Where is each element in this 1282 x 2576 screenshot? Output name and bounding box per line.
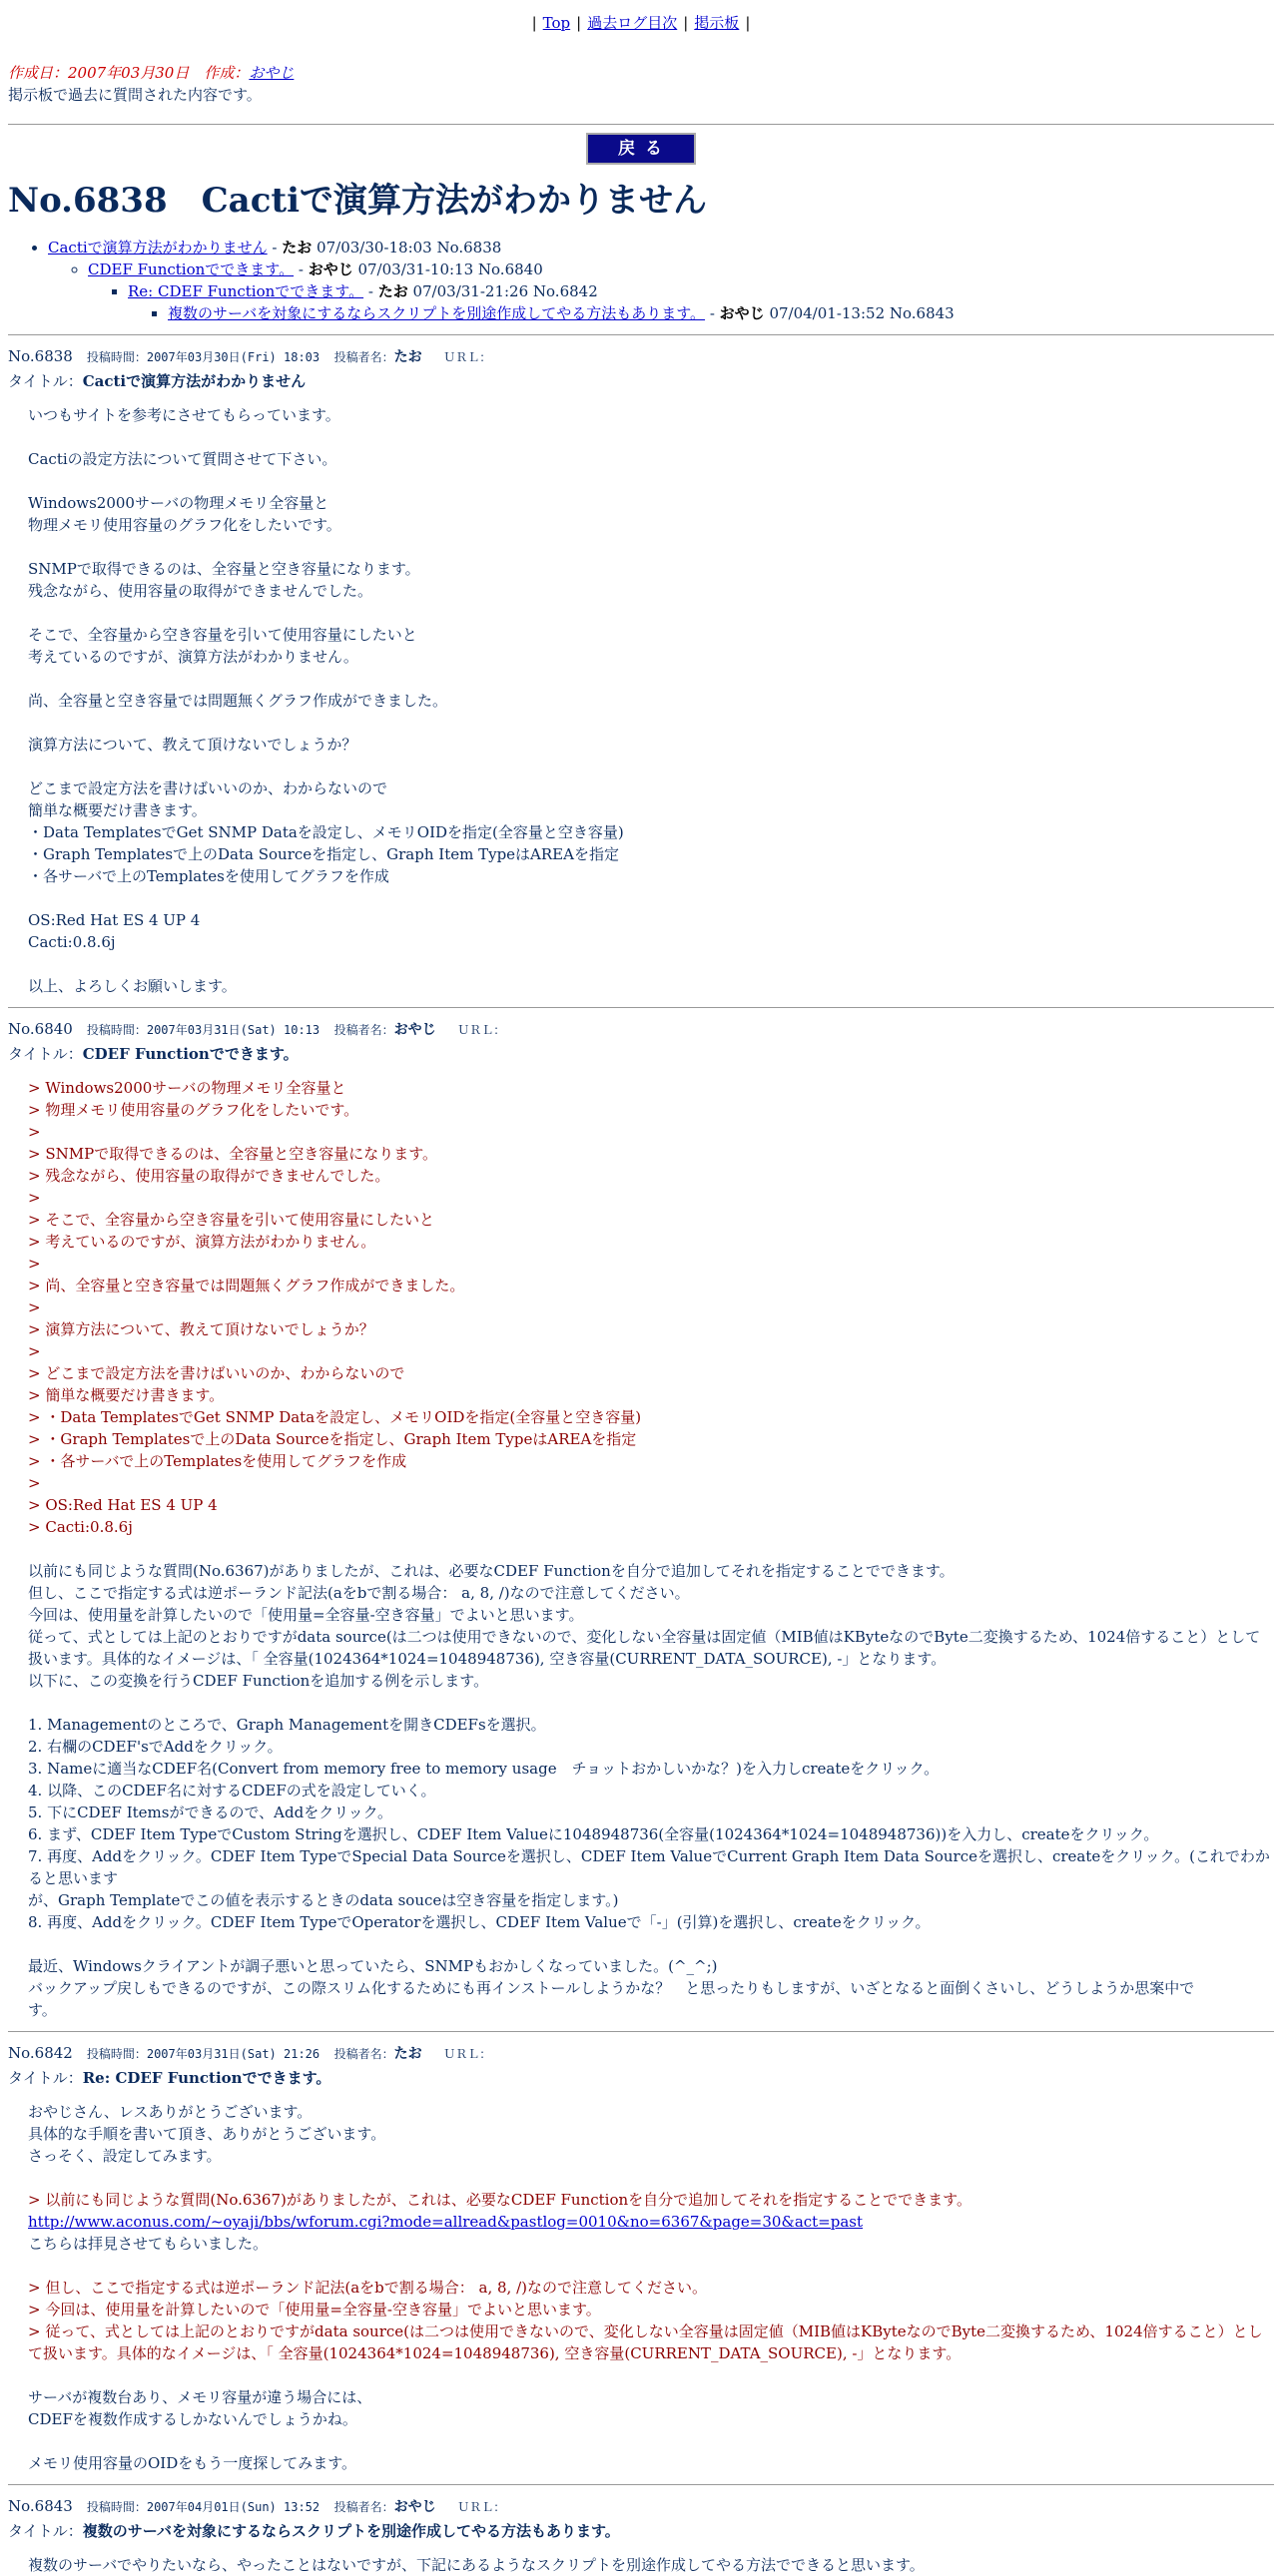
quoted-line: て扱います。具体的なイメージは、「 全容量(1024364*1024=1048948736), 空き容量(CURRENT_DATA_SOURCE), -」となります。 bbox=[28, 2344, 962, 2362]
body-line bbox=[28, 602, 1274, 624]
body-line: バックアップ戻しもできるのですが、この際スリム化するためにも再インストールしようかな？ と思ったりもしますが、いざとなると面倒くさいし、どうしようか思案中で bbox=[28, 1979, 1195, 1997]
body-line bbox=[28, 2364, 1274, 2386]
thread-tree-item: • Cactiで演算方法がわかりません - たお 07/03/30-18:03 No.6838 ◦ CDEF Functionでできます。 - おやじ 07/03/31-10:13 No.6840 ▪ Re: CDEF Functionでできます。 - たお 07/03/31-21:26 No.6842 ▪ 複数のサーバを対象にするならスクリプトを別途作成してやる方法もあります。 - おやじ 07/04/01-13:52 No.6843 bbox=[48, 237, 1274, 324]
post-body bbox=[8, 2101, 1274, 2474]
post-time: 2007年03月31日(Sat) 21:26 bbox=[146, 2047, 320, 2061]
post-title bbox=[8, 2067, 1274, 2089]
post-title bbox=[8, 370, 1274, 392]
body-line: 考えているのですが、演算方法がわかりません。 bbox=[28, 648, 358, 666]
post-time-label: 投稿時間： bbox=[86, 2047, 147, 2061]
thread-info: 07/04/01-13:52 No.6843 bbox=[764, 304, 955, 322]
body-line: 2. 右欄のCDEF'sでAddをクリック。 bbox=[28, 1738, 283, 1756]
post-time-label: 投稿時間： bbox=[86, 350, 147, 364]
body-line: 残念ながら、使用容量の取得ができませんでした。 bbox=[28, 582, 373, 600]
body-line: 6. まず、CDEF Item TypeでCustom Stringを選択し、CDEF Item Valueに1048948736(全容量(1024364*1024=1048948736))を入力し、createをクリック。 bbox=[28, 1825, 1159, 1843]
body-line: 以下に、この変換を行うCDEF Functionを追加する例を示します。 bbox=[28, 1672, 489, 1690]
thread-link[interactable]: 複数のサーバを対象にするならスクリプトを別途作成してやる方法もあります。 bbox=[168, 304, 706, 322]
thread-info: 07/03/31-21:26 No.6842 bbox=[407, 282, 598, 300]
post-meta bbox=[87, 1023, 505, 1037]
body-line bbox=[28, 756, 1274, 777]
thread-tree-item: ◦ CDEF Functionでできます。 - おやじ 07/03/31-10:13 No.6840 ▪ Re: CDEF Functionでできます。 - たお 07/03/31-21:26 No.6842 ▪ 複数のサーバを対象にするならスクリプトを別途作成してやる方法もあります。 - おやじ 07/04/01-13:52 No.6843 bbox=[88, 258, 1274, 324]
post-title bbox=[8, 1043, 1274, 1065]
body-line: メモリ使用容量のOIDをもう一度探してみます。 bbox=[28, 2454, 357, 2472]
quoted-line: > 以前にも同じような質問(No.6367)がありましたが、これは、必要なCDEF Functionを自分で追加してそれを指定することでできます。 bbox=[28, 2191, 971, 2209]
body-line bbox=[28, 426, 1274, 448]
body-line: 但し、ここで指定する式は逆ポーランド記法(aをbで割る場合： a, 8, /)なので注意してください。 bbox=[28, 1584, 690, 1602]
thread-poster: おやじ bbox=[308, 260, 353, 278]
post-title-text: 複数のサーバを対象にするならスクリプトを別途作成してやる方法もあります。 bbox=[82, 2522, 620, 2540]
body-line: 7. 再度、Addをクリック。CDEF Item TypeでSpecial Data Sourceを選択し、CDEF Item ValueでCurrent Graph Item Data Sourceを選択し、createをクリック。(これでわかると思います bbox=[28, 1847, 1270, 1887]
post-author-label: 投稿者名： bbox=[333, 350, 394, 364]
post-title-label: タイトル： bbox=[8, 2522, 83, 2540]
quoted-line: > bbox=[28, 1342, 41, 1360]
body-line: 今回は、使用量を計算したいので「使用量=全容量-空き容量」でよいと思います。 bbox=[28, 1606, 584, 1624]
body-line: 5. 下にCDEF Itemsができるので、Addをクリック。 bbox=[28, 1803, 392, 1821]
body-line: さっそく、設定してみます。 bbox=[28, 2147, 222, 2165]
body-line: OS:Red Hat ES 4 UP 4 bbox=[28, 911, 201, 929]
post-time: 2007年03月31日(Sat) 10:13 bbox=[146, 1023, 320, 1037]
post-meta bbox=[87, 2047, 491, 2061]
quoted-line: > 従って、式としては上記のとおりですがdata source(は二つは使用できないので、変化しない全容量は固定値（MIB値はKByteなのでByte二変換するため、1024倍すること）とし bbox=[28, 2322, 1263, 2340]
nav-board-link[interactable]: 掲示板 bbox=[694, 14, 740, 32]
post-title-label: タイトル： bbox=[8, 372, 83, 390]
post-time: 2007年03月30日(Fri) 18:03 bbox=[146, 350, 320, 364]
thread-link[interactable]: CDEF Functionでできます。 bbox=[88, 260, 295, 278]
quoted-line: > bbox=[28, 1255, 41, 1273]
post-url-label: ＵＲＬ： bbox=[457, 2500, 506, 2514]
post bbox=[8, 2495, 1274, 2576]
post-number: No.6840 bbox=[8, 1020, 73, 1038]
body-line: 演算方法について、教えて頂けないでしょうか？ bbox=[28, 736, 357, 754]
body-line: ・Data TemplatesでGet SNMP Dataを設定し、メモリOIDを指定(全容量と空き容量) bbox=[28, 823, 624, 841]
body-line: Cacti:0.8.6j bbox=[28, 933, 116, 951]
top-nav: | Top | 過去ログ目次 | 掲示板 | bbox=[531, 14, 751, 32]
body-line: が、Graph Templateでこの値を表示するときのdata souceは空き容量を指定します。) bbox=[28, 1891, 619, 1909]
body-line bbox=[28, 1692, 1274, 1714]
body-line bbox=[28, 953, 1274, 975]
body-line: 4. 以降、このCDEF名に対するCDEFの式を設定していく。 bbox=[28, 1782, 436, 1800]
post bbox=[8, 2042, 1274, 2474]
post bbox=[8, 345, 1274, 997]
post-header bbox=[8, 345, 1274, 368]
post-title-text: Cactiで演算方法がわかりません bbox=[82, 372, 307, 390]
quoted-line: > bbox=[28, 1123, 41, 1141]
quoted-line: > bbox=[28, 1189, 41, 1207]
thread-poster: たお bbox=[282, 239, 313, 257]
post-link[interactable]: http://www.aconus.com/~oyaji/bbs/wforum.cgi?mode=allread&pastlog=0010&no=6367&page=30&act=past bbox=[28, 2213, 864, 2231]
post-title-label: タイトル： bbox=[8, 2069, 83, 2087]
quoted-line: > 物理メモリ使用容量のグラフ化をしたいです。 bbox=[28, 1101, 359, 1119]
post-author-label: 投稿者名： bbox=[333, 1023, 394, 1037]
post-time-label: 投稿時間： bbox=[86, 2500, 147, 2514]
post-time-label: 投稿時間： bbox=[86, 1023, 147, 1037]
post-author-label: 投稿者名： bbox=[333, 2500, 394, 2514]
post-body bbox=[8, 2554, 1274, 2576]
thread-link[interactable]: Re: CDEF Functionでできます。 bbox=[128, 282, 364, 300]
quoted-line: > 尚、全容量と空き容量では問題無くグラフ作成ができました。 bbox=[28, 1277, 465, 1294]
quoted-line: > 演算方法について、教えて頂けないでしょうか？ bbox=[28, 1320, 374, 1338]
post-url-label: ＵＲＬ： bbox=[443, 350, 492, 364]
body-line: 8. 再度、Addをクリック。CDEF Item TypeでOperatorを選択し、CDEF Item Valueで「-」(引算)を選択し、createをクリック。 bbox=[28, 1913, 931, 1931]
body-line: SNMPで取得できるのは、全容量と空き容量になります。 bbox=[28, 560, 420, 578]
nav-log-link[interactable]: 過去ログ目次 bbox=[587, 14, 678, 32]
body-line: 具体的な手順を書いて頂き、ありがとうございます。 bbox=[28, 2125, 386, 2143]
post-header bbox=[8, 2042, 1274, 2065]
body-line: どこまで設定方法を書けばいいのか、わからないので bbox=[28, 779, 388, 797]
post-title-label: タイトル： bbox=[8, 1045, 83, 1063]
quoted-line: > 但し、ここで指定する式は逆ポーランド記法(aをbで割る場合： a, 8, /)なので注意してください。 bbox=[28, 2279, 707, 2297]
created-label: 作成日：2007年03月30日 作成： bbox=[8, 64, 250, 82]
body-line bbox=[28, 1538, 1274, 1560]
thread-tree-item: ▪ Re: CDEF Functionでできます。 - たお 07/03/31-21:26 No.6842 ▪ 複数のサーバを対象にするならスクリプトを別途作成してやる方法もあります。 - おやじ 07/04/01-13:52 No.6843 bbox=[128, 280, 1274, 324]
body-line bbox=[28, 470, 1274, 492]
posts-container bbox=[8, 334, 1274, 2576]
body-line: そこで、全容量から空き容量を引いて使用容量にしたいと bbox=[28, 626, 417, 644]
divider bbox=[8, 124, 1274, 125]
body-line bbox=[28, 2255, 1274, 2277]
thread-tree bbox=[8, 237, 1274, 324]
post-author: おやじ bbox=[393, 2499, 436, 2515]
post-title-text: Re: CDEF Functionでできます。 bbox=[82, 2069, 331, 2087]
body-line: こちらは拝見させてもらいました。 bbox=[28, 2235, 269, 2253]
post-header bbox=[8, 2495, 1274, 2518]
body-line: 尚、全容量と空き容量では問題無くグラフ作成ができました。 bbox=[28, 692, 448, 710]
quoted-line: > ・各サーバで上のTemplatesを使用してグラフを作成 bbox=[28, 1452, 407, 1470]
body-line bbox=[28, 668, 1274, 690]
quoted-line: > OS:Red Hat ES 4 UP 4 bbox=[28, 1496, 218, 1514]
post-number: No.6843 bbox=[8, 2497, 73, 2515]
body-line: す。 bbox=[28, 2001, 57, 2019]
thread-info: 07/03/31-10:13 No.6840 bbox=[352, 260, 543, 278]
body-line bbox=[28, 2167, 1274, 2189]
quoted-line: > 簡単な概要だけ書きます。 bbox=[28, 1386, 225, 1404]
body-line: サーバが複数台あり、メモリ容量が違う場合には、 bbox=[28, 2388, 372, 2406]
thread-info: 07/03/30-18:03 No.6838 bbox=[312, 239, 502, 257]
body-line: ・Graph Templatesで上のData Sourceを指定し、Graph Item TypeはAREAを指定 bbox=[28, 845, 619, 863]
post-meta bbox=[87, 2500, 505, 2514]
body-line: CDEFを複数作成するしかないんでしょうかね。 bbox=[28, 2410, 357, 2428]
quoted-line: > 今回は、使用量を計算したいので「使用量=全容量-空き容量」でよいと思います。 bbox=[28, 2301, 601, 2318]
body-line: 最近、Windowsクライアントが調子悪いと思っていたら、SNMPもおかしくなっていました。(^_^;) bbox=[28, 1957, 718, 1975]
page-description: 掲示板で過去に質問された内容です。 bbox=[8, 86, 262, 104]
body-line bbox=[28, 712, 1274, 734]
body-line: 物理メモリ使用容量のグラフ化をしたいです。 bbox=[28, 516, 341, 534]
quoted-line: > Windows2000サーバの物理メモリ全容量と bbox=[28, 1079, 346, 1097]
thread-poster: おやじ bbox=[719, 304, 765, 322]
post-header bbox=[8, 1018, 1274, 1041]
page-title: No.6838 Cactiで演算方法がわかりません bbox=[8, 181, 708, 221]
quoted-line: > SNMPで取得できるのは、全容量と空き容量になります。 bbox=[28, 1145, 437, 1163]
post-divider bbox=[8, 2484, 1274, 2485]
body-line bbox=[28, 536, 1274, 558]
thread-poster: たお bbox=[377, 282, 408, 300]
nav-top-link[interactable]: Top bbox=[542, 14, 571, 32]
body-line: 簡単な概要だけ書きます。 bbox=[28, 801, 207, 819]
post-divider bbox=[8, 1007, 1274, 1008]
post-body bbox=[8, 1077, 1274, 2021]
back-button[interactable]: 戻る bbox=[586, 133, 696, 165]
body-line: 1. Managementのところで、Graph Managementを開きCDEFsを選択。 bbox=[28, 1716, 546, 1734]
body-line: 3. Nameに適当なCDEF名(Convert from memory free to memory usage チョットおかしいかな？)を入力しcreateをクリック。 bbox=[28, 1760, 940, 1778]
body-line: Cactiの設定方法について質問させて下さい。 bbox=[28, 450, 337, 468]
body-line bbox=[28, 2430, 1274, 2452]
body-line bbox=[28, 1933, 1274, 1955]
thread-tree-item: ▪ 複数のサーバを対象にするならスクリプトを別途作成してやる方法もあります。 - おやじ 07/04/01-13:52 No.6843 bbox=[168, 302, 1274, 324]
post-author-label: 投稿者名： bbox=[333, 2047, 394, 2061]
post bbox=[8, 1018, 1274, 2021]
post-time: 2007年04月01日(Sun) 13:52 bbox=[146, 2500, 320, 2514]
post-title bbox=[8, 2520, 1274, 2542]
quoted-line: > 考えているのですが、演算方法がわかりません。 bbox=[28, 1233, 376, 1251]
post-author: おやじ bbox=[393, 1022, 436, 1038]
quoted-line: > そこで、全容量から空き容量を引いて使用容量にしたいと bbox=[28, 1211, 435, 1229]
post-title-text: CDEF Functionでできます。 bbox=[82, 1045, 299, 1063]
quoted-line: > どこまで設定方法を書けばいいのか、わからないので bbox=[28, 1364, 405, 1382]
post-number: No.6838 bbox=[8, 347, 73, 365]
body-line: いつもサイトを参考にさせてもらっています。 bbox=[28, 406, 340, 424]
body-line: 複数のサーバでやりたいなら、やったことはないですが、下記にあるようなスクリプトを別途作成してやる方法でできると思います。 bbox=[28, 2556, 925, 2574]
quoted-line: > ・Graph Templatesで上のData Sourceを指定し、Graph Item TypeはAREAを指定 bbox=[28, 1430, 637, 1448]
post-divider bbox=[8, 334, 1274, 335]
body-line: 従って、式としては上記のとおりですがdata source(は二つは使用できないので、変化しない全容量は固定値（MIB値はKByteなのでByte二変換するため、1024倍すること）として bbox=[28, 1628, 1261, 1646]
body-line: 扱います。具体的なイメージは、「 全容量(1024364*1024=1048948736), 空き容量(CURRENT_DATA_SOURCE), -」となります。 bbox=[28, 1650, 947, 1668]
body-line: Windows2000サーバの物理メモリ全容量と bbox=[28, 494, 329, 512]
body-line bbox=[28, 887, 1274, 909]
author-link[interactable]: おやじ bbox=[249, 64, 295, 82]
post-url-label: ＵＲＬ： bbox=[457, 1023, 506, 1037]
post-meta bbox=[87, 350, 491, 364]
post-author: たお bbox=[393, 349, 422, 365]
created-info bbox=[8, 62, 1274, 84]
thread-link[interactable]: Cactiで演算方法がわかりません bbox=[48, 239, 268, 257]
post-number: No.6842 bbox=[8, 2044, 73, 2062]
quoted-line: > 残念ながら、使用容量の取得ができませんでした。 bbox=[28, 1167, 390, 1185]
quoted-line: > bbox=[28, 1298, 41, 1316]
quoted-line: > Cacti:0.8.6j bbox=[28, 1518, 133, 1536]
quoted-line: > bbox=[28, 1474, 41, 1492]
post-body bbox=[8, 404, 1274, 997]
body-line: 以前にも同じような質問(No.6367)がありましたが、これは、必要なCDEF Functionを自分で追加してそれを指定することでできます。 bbox=[28, 1562, 955, 1580]
body-line: 以上、よろしくお願いします。 bbox=[28, 977, 237, 995]
post-divider bbox=[8, 2031, 1274, 2032]
post-author: たお bbox=[393, 2046, 422, 2062]
body-line: おやじさん、レスありがとうございます。 bbox=[28, 2103, 313, 2121]
body-line: ・各サーバで上のTemplatesを使用してグラフを作成 bbox=[28, 867, 389, 885]
post-url-label: ＵＲＬ： bbox=[443, 2047, 492, 2061]
quoted-line: > ・Data TemplatesでGet SNMP Dataを設定し、メモリOIDを指定(全容量と空き容量) bbox=[28, 1408, 642, 1426]
